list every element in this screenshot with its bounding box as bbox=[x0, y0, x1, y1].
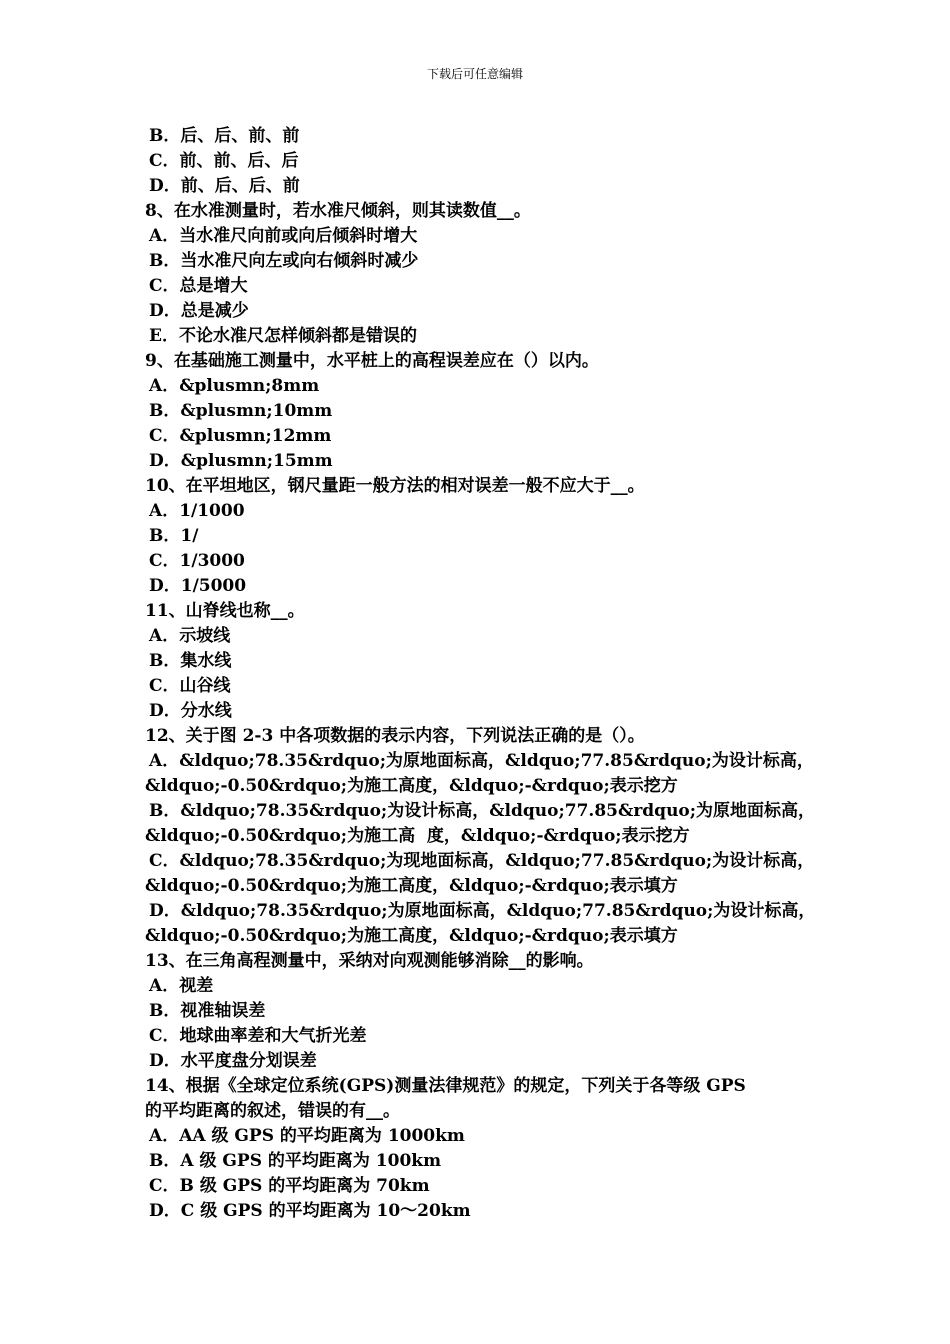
question-line: &ldquo;-0.50&rdquo;为施工高 度，&ldquo;-&rdquo;表示挖方 bbox=[145, 826, 690, 846]
option-line: B．集水线 bbox=[149, 651, 232, 671]
option-line: B．1/ bbox=[149, 526, 199, 546]
option-line: C．1/3000 bbox=[149, 551, 245, 571]
option-line: D．总是减少 bbox=[149, 301, 249, 321]
option-line: C．&plusmn;12mm bbox=[149, 426, 332, 446]
page-header: 下载后可任意编辑 bbox=[426, 67, 523, 81]
option-line: D．&ldquo;78.35&rdquo;为原地面标高，&ldquo;77.85&rdquo;为设计标高， bbox=[149, 901, 816, 921]
question-line: 10、在平坦地区，钢尺量距一般方法的相对误差一般不应大于__。 bbox=[145, 476, 645, 496]
question-line: 的平均距离的叙述，错误的有__。 bbox=[145, 1101, 400, 1121]
option-line: A．&ldquo;78.35&rdquo;为原地面标高，&ldquo;77.85&rdquo;为设计标高， bbox=[149, 751, 814, 771]
option-line: D．水平度盘分划误差 bbox=[149, 1051, 317, 1071]
question-line: 14、根据《全球定位系统(GPS)测量法律规范》的规定，下列关于各等级 GPS bbox=[145, 1076, 746, 1096]
question-line: &ldquo;-0.50&rdquo;为施工高度，&ldquo;-&rdquo;表示挖方 bbox=[145, 776, 678, 796]
option-line: E．不论水准尺怎样倾斜都是错误的 bbox=[149, 326, 417, 346]
option-line: B．当水准尺向左或向右倾斜时减少 bbox=[149, 251, 419, 271]
option-line: B．视准轴误差 bbox=[149, 1001, 266, 1021]
option-line: D．前、后、后、前 bbox=[149, 176, 300, 196]
document-body bbox=[145, 124, 820, 1224]
option-line: C．山谷线 bbox=[149, 676, 231, 696]
option-line: A．示坡线 bbox=[149, 626, 231, 646]
question-line: 12、关于图 2-3 中各项数据的表示内容，下列说法正确的是（）。 bbox=[145, 726, 645, 746]
question-line: &ldquo;-0.50&rdquo;为施工高度，&ldquo;-&rdquo;表示填方 bbox=[145, 926, 678, 946]
option-line: A．视差 bbox=[149, 976, 214, 996]
option-line: C．&ldquo;78.35&rdquo;为现地面标高，&ldquo;77.85&rdquo;为设计标高， bbox=[149, 851, 815, 871]
option-line: C．总是增大 bbox=[149, 276, 248, 296]
option-line: D．1/5000 bbox=[149, 576, 247, 596]
question-line: &ldquo;-0.50&rdquo;为施工高度，&ldquo;-&rdquo;表示填方 bbox=[145, 876, 678, 896]
option-line: C．前、前、后、后 bbox=[149, 151, 299, 171]
question-line: 11、山脊线也称__。 bbox=[145, 601, 305, 621]
option-line: B．A 级 GPS 的平均距离为 100km bbox=[149, 1151, 442, 1171]
question-line: 8、在水准测量时，若水准尺倾斜，则其读数值__。 bbox=[145, 201, 531, 221]
option-line: D．&plusmn;15mm bbox=[149, 451, 333, 471]
option-line: A．AA 级 GPS 的平均距离为 1000km bbox=[149, 1126, 465, 1146]
option-line: C．B 级 GPS 的平均距离为 70km bbox=[149, 1176, 430, 1196]
option-line: D．分水线 bbox=[149, 701, 232, 721]
option-line: A．&plusmn;8mm bbox=[149, 376, 320, 396]
option-line: B．&ldquo;78.35&rdquo;为设计标高，&ldquo;77.85&rdquo;为原地面标高， bbox=[149, 801, 816, 821]
question-line: 9、在基础施工测量中，水平桩上的高程误差应在（）以内。 bbox=[145, 351, 599, 371]
option-line: D．C 级 GPS 的平均距离为 10～20km bbox=[149, 1201, 471, 1221]
question-line: 13、在三角高程测量中，采纳对向观测能够消除__的影响。 bbox=[145, 951, 594, 971]
option-line: B．&plusmn;10mm bbox=[149, 401, 333, 421]
option-line: A．1/1000 bbox=[149, 501, 245, 521]
option-line: C．地球曲率差和大气折光差 bbox=[149, 1026, 367, 1046]
option-line: A．当水准尺向前或向后倾斜时增大 bbox=[149, 226, 418, 246]
option-line: B．后、后、前、前 bbox=[149, 126, 300, 146]
